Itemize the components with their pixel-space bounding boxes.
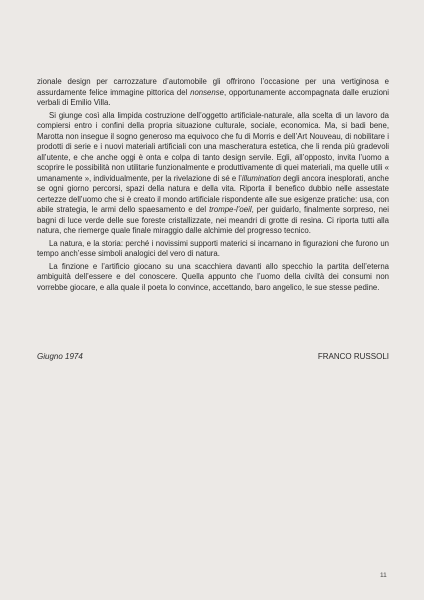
text-run: , opportunamente accompagnata dalle eruzioni verbali di Emilio Villa.: [37, 87, 390, 107]
text-run: , per guidarlo, finalmente sorpreso, nei bagni di luce verde delle sue foreste cristallizzate, nei meandri di grotte di resina. Ci riporta tutti alla natura, che riemerge quale finale miraggio dalle alchimie del progresso tecnico.: [37, 205, 389, 235]
text-run: zionale design per carrozzature d’automobile gli offrirono l’occasione per una vertiginosa e assurdamente felice immagine pittorica del: [37, 77, 389, 97]
paragraph: [37, 77, 389, 109]
paragraph: [37, 111, 389, 237]
page-number: 11: [380, 572, 387, 579]
paragraph: [37, 239, 389, 260]
signature-line: [37, 352, 389, 361]
text-run: La finzione e l’artificio giocano su una scacchiera davanti allo specchio la partita dell’eterna ambiguità dell’essere e del conoscere. Quella appunto che l’uomo della civiltà dei consumi non vorrebbe giocare, e alla quale il poeta lo convince, accettando, baro angelico, le sue stesse pedine.: [37, 261, 389, 292]
italic-text: trompe-l’oeil: [209, 205, 252, 214]
italic-text: illumination: [241, 173, 281, 183]
article-body: [37, 77, 389, 295]
article-author: FRANCO RUSSOLI: [317, 352, 389, 361]
article-date: Giugno 1974: [37, 352, 83, 361]
text-run: degli ancora inesplorati, anche se ogni giorno percorsi, spazi della natura e della vita. Riporta il benefico dubbio nelle assestate certezze dell’uomo che si è creato il mondo artificiale rispondente alle sue esigenze pratiche: usa, con abile strategia, le armi dello spaesamento e del: [37, 173, 389, 214]
italic-text: nonsense: [190, 87, 224, 97]
text-run: Si giunge così alla limpida costruzione dell’oggetto artificiale-naturale, alla scelta di un lavoro da compiersi entro i confini della propria situazione culturale, sociale, economica. Ma, si badi bene, Marotta non insegue il sogno generoso ma equivoco che fu di Morris e dell’Art Nouveau, di nobilitare i prodotti di serie e i nuovi materiali artificiali con una mascheratura estetica, che li renda più gradevoli all’utente, e che anche oggi è onta e colpa di tanto design servile. Egli, all’opposto, invita l’uomo a scoprire le possibilità non utilitarie funzionalmente e produttivamente di quei materiali, ma quelle utili « umanamente », individualmente, per la rivelazione di sé e l’: [37, 110, 389, 183]
text-run: La natura, e la storia: perché i novissimi supporti materici si incarnano in figurazioni che furono un tempo anch’esse simboli analogici del vero di natura.: [37, 238, 389, 258]
paragraph: [37, 262, 389, 294]
